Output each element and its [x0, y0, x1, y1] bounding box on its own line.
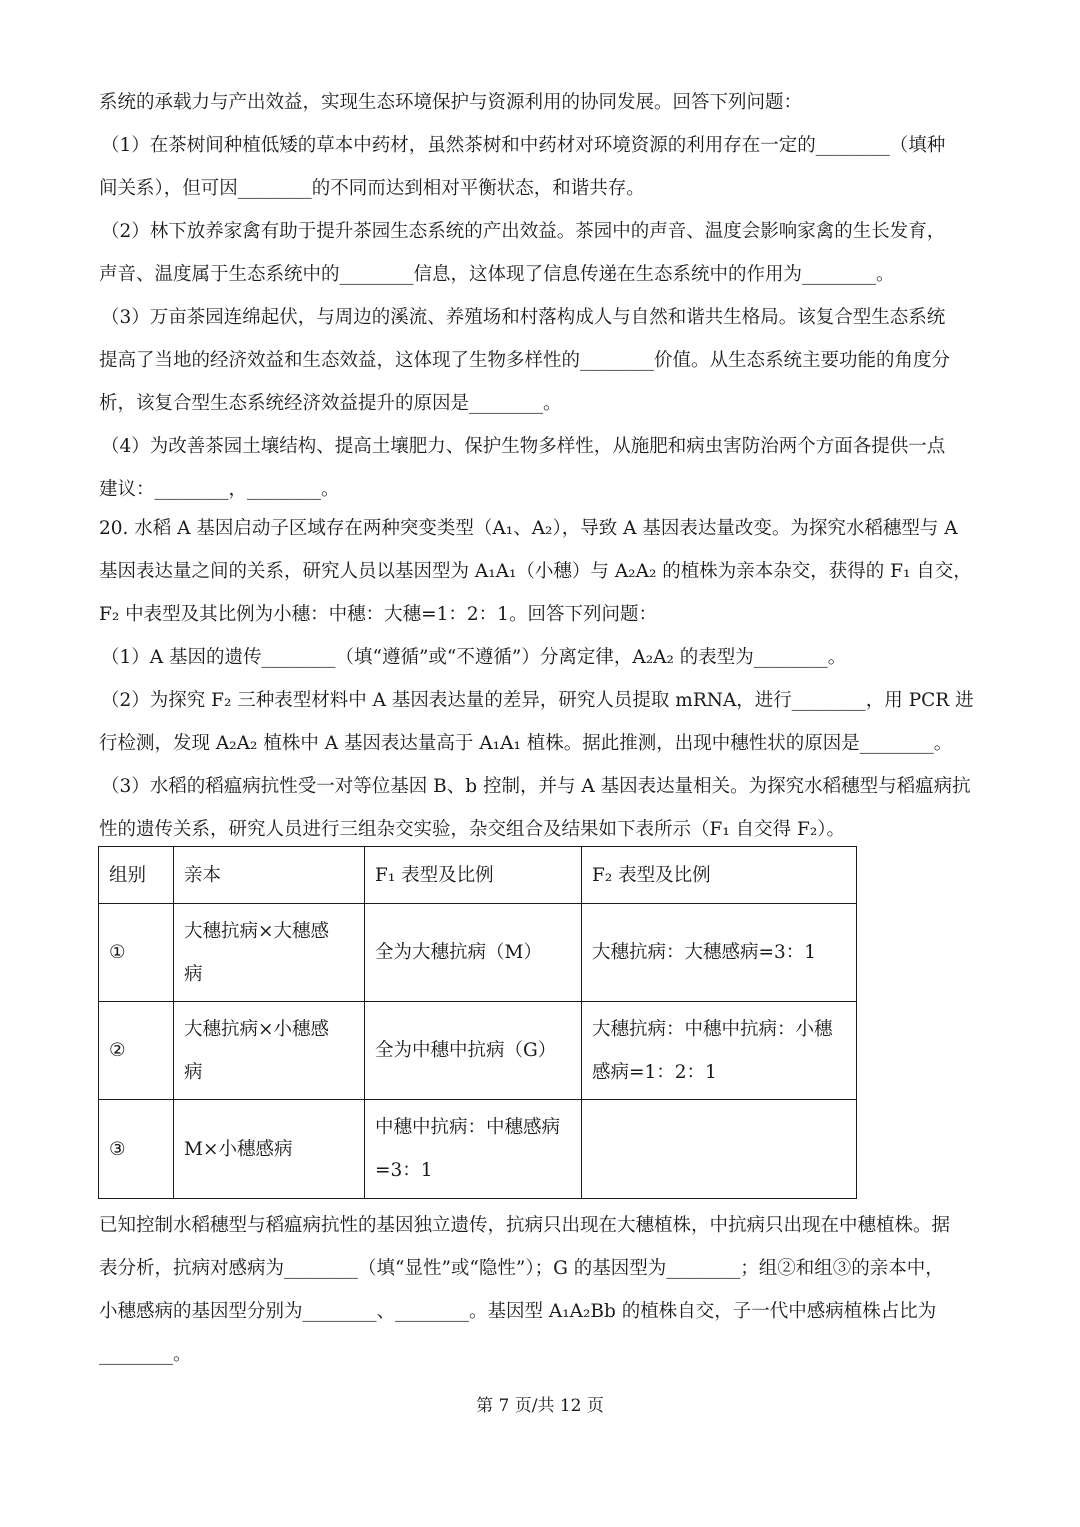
parent-line: 大穗抗病×大穗感	[184, 920, 330, 942]
parent-line: 病	[184, 963, 203, 985]
text-line: 建议：________，________。	[99, 479, 340, 500]
question-20-line: （2）为探究 F₂ 三种表型材料中 A 基因表达量的差异，研究人员提取 mRNA，进行________，用 PCR 进	[101, 690, 974, 711]
text-line: （2）林下放养家禽有助于提升茶园生态系统的产出效益。茶园中的声音、温度会影响家禽的生长发育，	[101, 221, 946, 242]
question-20-line: 性的遗传关系，研究人员进行三组杂交实验，杂交组合及结果如下表所示（F₁ 自交得 F₂）。	[99, 819, 846, 840]
text-line: 已知控制水稻穗型与稻瘟病抗性的基因独立遗传，抗病只出现在大穗植株，中抗病只出现在中穗植株。据	[99, 1215, 951, 1236]
f1-cell: 全为大穗抗病（M）	[365, 904, 582, 1002]
text-line: （4）为改善茶园土壤结构、提高土壤肥力、保护生物多样性，从施肥和病虫害防治两个方面各提供一点	[101, 436, 946, 457]
text-line: （3）万亩茶园连绵起伏，与周边的溪流、养殖场和村落构成人与自然和谐共生格局。该复合型生态系统	[101, 307, 946, 328]
text-line: 小穗感病的基因型分别为________、________。基因型 A₁A₂Bb 的植株自交，子一代中感病植株占比为	[99, 1301, 937, 1322]
text-line: ________。	[99, 1344, 192, 1365]
f1-cell	[365, 1100, 582, 1199]
parent-cell	[174, 904, 365, 1002]
question-20-line: 基因表达量之间的关系，研究人员以基因型为 A₁A₁（小穗）与 A₂A₂ 的植株为亲本杂交，获得的 F₁ 自交，	[99, 561, 972, 582]
header-f2: F₂ 表型及比例	[582, 847, 857, 904]
text-line: 提高了当地的经济效益和生态效益，这体现了生物多样性的________价值。从生态系统主要功能的角度分	[99, 350, 951, 371]
f2-cell	[582, 1100, 857, 1199]
header-f1: F₁ 表型及比例	[365, 847, 582, 904]
group-cell: ②	[99, 1002, 174, 1100]
table-row	[99, 1100, 857, 1199]
parent-cell: M×小穗感病	[174, 1100, 365, 1199]
text-line: （1）在茶树间种植低矮的草本中药材，虽然茶树和中药材对环境资源的利用存在一定的________（填种	[101, 135, 946, 156]
header-parent: 亲本	[174, 847, 365, 904]
text-line: 声音、温度属于生态系统中的________信息，这体现了信息传递在生态系统中的作用为________。	[99, 264, 895, 285]
page-footer: 第 7 页/共 12 页	[476, 1396, 604, 1416]
header-group: 组别	[99, 847, 174, 904]
table-row	[99, 904, 857, 1002]
parent-line: 大穗抗病×小穗感	[184, 1018, 330, 1040]
question-20-line: 行检测，发现 A₂A₂ 植株中 A 基因表达量高于 A₁A₁ 植株。据此推测，出现中穗性状的原因是________。	[99, 733, 953, 754]
text-line: 系统的承载力与产出效益，实现生态环境保护与资源利用的协同发展。回答下列问题：	[99, 92, 803, 113]
group-cell: ③	[99, 1100, 174, 1199]
question-20-line: （1）A 基因的遗传________（填“遵循”或“不遵循”）分离定律，A₂A₂ 的表型为________。	[101, 647, 847, 668]
group-cell: ①	[99, 904, 174, 1002]
f1-cell: 全为中穗中抗病（G）	[365, 1002, 582, 1100]
text-line: 表分析，抗病对感病为________（填“显性”或“隐性”）；G 的基因型为________；组②和组③的亲本中，	[99, 1258, 944, 1279]
question-20-line: 20. 水稻 A 基因启动子区域存在两种突变类型（A₁、A₂），导致 A 基因表达量改变。为探究水稻穗型与 A	[99, 518, 958, 539]
question-20-line: （3）水稻的稻瘟病抗性受一对等位基因 B、b 控制，并与 A 基因表达量相关。为探究水稻穗型与稻瘟病抗	[101, 776, 971, 797]
parent-cell	[174, 1002, 365, 1100]
text-line: 析，该复合型生态系统经济效益提升的原因是________。	[99, 393, 562, 414]
table-header-row	[99, 847, 857, 904]
cross-results-table	[98, 846, 857, 1199]
text-line: 间关系），但可因________的不同而达到相对平衡状态，和谐共存。	[99, 178, 645, 199]
f2-line: 感病=1：2：1	[592, 1061, 717, 1083]
question-20-line: F₂ 中表型及其比例为小穗：中穗：大穗=1：2：1。回答下列问题：	[99, 604, 657, 625]
f1-line: =3：1	[375, 1160, 433, 1181]
f2-cell: 大穗抗病：大穗感病=3：1	[582, 904, 857, 1002]
f2-cell	[582, 1002, 857, 1100]
f1-line: 中穗中抗病：中穗感病	[375, 1117, 561, 1138]
parent-line: 病	[184, 1061, 203, 1083]
f2-line: 大穗抗病：中穗中抗病：小穗	[592, 1018, 833, 1040]
table-row	[99, 1002, 857, 1100]
